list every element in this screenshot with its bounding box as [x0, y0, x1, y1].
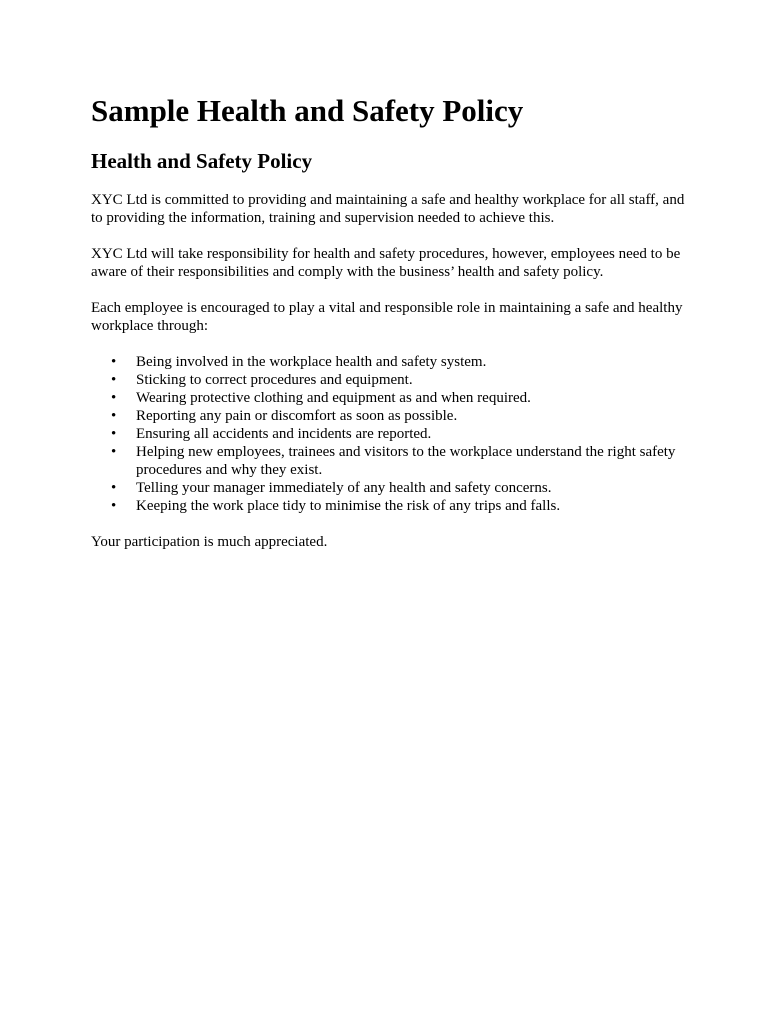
list-item	[91, 353, 691, 371]
bullet-icon: •	[111, 498, 117, 514]
paragraph-responsibility: XYC Ltd will take responsibility for health and safety procedures, however, employees need to be aware of their responsibilities and comply with the business’ health and safety policy.	[91, 246, 681, 280]
document-title: Sample Health and Safety Policy	[91, 93, 524, 128]
list-item	[91, 443, 691, 479]
bullet-icon: •	[111, 444, 117, 460]
bullet-icon: •	[111, 354, 117, 370]
document-page	[91, 92, 691, 569]
list-item-text: Telling your manager immediately of any health and safety concerns.	[136, 480, 552, 496]
bullet-icon: •	[111, 372, 117, 388]
list-item-text: Helping new employees, trainees and visitors to the workplace understand the right safety procedures and why they exist.	[136, 444, 676, 478]
list-item-text: Keeping the work place tidy to minimise the risk of any trips and falls.	[136, 498, 561, 514]
section-heading: Health and Safety Policy	[91, 149, 313, 173]
responsibility-list	[91, 353, 691, 515]
paragraph-commitment: XYC Ltd is committed to providing and maintaining a safe and healthy workplace for all staff, and to providing the information, training and supervision needed to achieve this.	[91, 192, 685, 226]
list-item-text: Wearing protective clothing and equipment as and when required.	[136, 390, 531, 406]
list-item	[91, 479, 691, 497]
bullet-icon: •	[111, 426, 117, 442]
list-item	[91, 389, 691, 407]
list-item	[91, 407, 691, 425]
list-item	[91, 371, 691, 389]
list-item-text: Reporting any pain or discomfort as soon as possible.	[136, 408, 458, 424]
list-item	[91, 425, 691, 443]
bullet-icon: •	[111, 408, 117, 424]
list-item	[91, 497, 691, 515]
bullet-icon: •	[111, 480, 117, 496]
closing-line: Your participation is much appreciated.	[91, 534, 328, 550]
list-item-text: Ensuring all accidents and incidents are reported.	[136, 426, 432, 442]
paragraph-employee-role: Each employee is encouraged to play a vital and responsible role in maintaining a safe and healthy workplace through:	[91, 300, 683, 334]
bullet-icon: •	[111, 390, 117, 406]
list-item-text: Sticking to correct procedures and equipment.	[136, 372, 413, 388]
list-item-text: Being involved in the workplace health and safety system.	[136, 354, 487, 370]
